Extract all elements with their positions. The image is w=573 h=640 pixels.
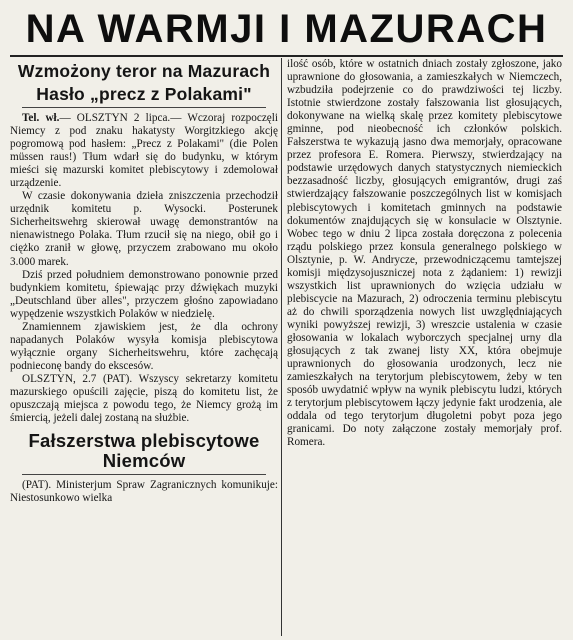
article-1-headline-line-2: Hasło „precz z Polakami" xyxy=(36,84,252,104)
article-1-headline-line-1: Wzmożony teror na Mazurach xyxy=(17,61,271,81)
article-1-paragraph-3: Dziś przed południem demonstrowano ponownie przed budynkiem komitetu, śpiewając przy dźwiękach muzyki „Deutschland über alles", przyczem głośno zapowiadano wypędzenie wszystkich Polaków w niedzielę. xyxy=(10,268,278,320)
article-1-dateline: Tel. wł. xyxy=(22,112,60,124)
article-1-paragraph-2: W czasie dokonywania dzieła zniszczenia przechodził urzędnik komitetu p. Wysocki. Posterunek Sicherheitswehrg skierował uwagę demonstrantów na nienawistnego Polaka. Tłum rzucił się na niego, obił go i ciężko zranił w głowę, przyczem zrabowano mu około 3.000 marek. xyxy=(10,190,278,268)
article-2-paragraph-1: (PAT). Ministerjum Spraw Zagranicznych komunikuje: Niestosunkowo wielka xyxy=(10,479,278,505)
article-1-paragraph-4: Znamiennem zjawiskiem jest, że dla ochrony napadanych Polaków wysyła komisja plebiscytowa wyłącznie organy Sicherheitswehru, które zachęcają podnieconę bandy do ekscesów. xyxy=(10,320,278,372)
section-masthead: NA WARMJI I MAZURACH xyxy=(25,6,548,51)
headline-divider xyxy=(22,107,266,108)
article-1-paragraph-1 xyxy=(10,112,278,190)
article-2-continuation: ilość osób, które w ostatnich dniach zostały zgłoszone, jako uprawnione do głosowania, a zamieszkałych w Niemczech, wzbudziła podejrzenie co do prawdziwości tej liczby. Istotnie stwierdzone zostały fałszowania list głosujących, dokonywane na wielką skalę przez komitety plebiscytowe gminne, pod nieobecność ich członków polskich. Fałszerstwa te wykazują jasno dwa memorjały, opracowane przez profesora E. Romera. Pierwszy, stwierdzający na podstawie urzędowych danych statystycznych niemieckich bezzasadność liczby, głosujących emigrantów, drugi zaś stwierdzający fałszowanie poszczególnych list w komisjach plebiscytowych i komitetach gminnych na podstawie dokumentów znajdujących się w konsulacie w Olsztynie. Wobec tego w dniu 2 lipca została doręczona z polecenia rządu polskiego przez konsula generalnego polskiego w Olsztynie, p. W. Andrycze, przewodniczącemu tamtejszej komisji międzysojuszniczej nota z żądaniem: 1) rewizji wszystkich list uprawnionych do wzięcia udziału w plebiscycie na Mazurach, 2) odroczenia terminu plebiscytu aż do chwili sporządzenia nowych list uwzględniających wyniki powyższej rewizji, 3) wreszcie ustalenia w czasie głosowania w lokalach wyborczych specjalnej urny dla głosujących z tak zwanej listy XX, która obejmuje uprawnionych do głosowania urodzonych, lecz nie zamieszkałych na terytorjum plebiscytowem, żeby w ten sposób uwydatnić wpływ na wynik plebiscytu ludzi, których z terytorjum plebiscytowem łączy jedynie fakt urodzenia, ale oddala od tego terytorjum długoletni pobyt poza jego granicami. Do noty załączone zostały memorjały prof. Romera. xyxy=(287,58,562,449)
article-1-paragraph-5: OLSZTYN, 2.7 (PAT). Wszyscy sekretarzy komitetu mazurskiego opuścili zajęcie, piszą do komitetu list, że opuszczają miejsca z powodu tego, że Niemcy grożą im śmiercią, jeżeli dalej zostaną na służbie. xyxy=(10,372,278,425)
headline-divider-2 xyxy=(22,474,266,475)
article-2-headline: Fałszerstwa plebiscytowe Niemców xyxy=(28,430,260,472)
right-column xyxy=(287,58,562,636)
masthead-rule xyxy=(10,55,563,57)
left-column xyxy=(10,58,278,636)
article-1-lead-text: — OLSZTYN 2 lipca.— Wczoraj rozpoczęli Niemcy z pod znaku hakatysty Worgitzkiego akcję pogromową pod hasłem: „Precz z Polakami" (die Polen müssen raus!) Tłum wdarł się do budynku, w którym mieści się mazurski komitet plebiscytowy i zdemolował urządzenie. xyxy=(10,112,278,190)
column-divider xyxy=(281,58,282,636)
